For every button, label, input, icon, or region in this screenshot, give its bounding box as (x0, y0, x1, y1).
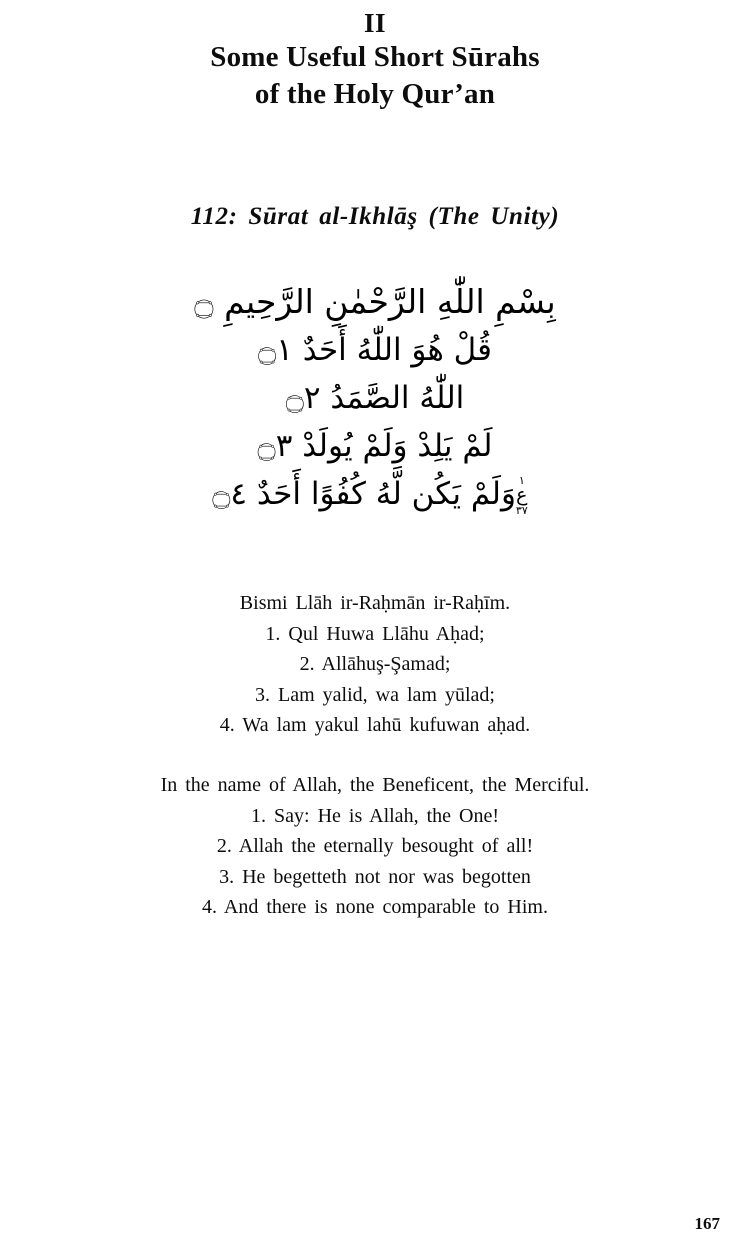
transliteration-verse-4: 4. Wa lam yakul lahū kufuwan aḥad. (219, 713, 531, 736)
translation-verse-2: 2. Allah the eternally besought of all! (216, 835, 534, 858)
translation-verse-1: 1. Say: He is Allah, the One! (251, 804, 499, 827)
arabic-verse-4: وَلَمْ يَكُن لَّهُ كُفُوًا أَحَدٌ ۝٤ (212, 476, 516, 513)
chapter-title-line-1: Some Useful Short Sūrahs (210, 41, 540, 74)
ruku-marker-icon (516, 475, 528, 516)
chapter-title-line-2: of the Holy Qur’an (254, 78, 496, 111)
translation-verse-3: 3. He begetteth not nor was begotten (219, 865, 531, 888)
transliteration-verse-3: 3. Lam yalid, wa lam yūlad; (255, 683, 495, 706)
translation-block (0, 770, 750, 922)
ruku-top-number: ١ (518, 473, 525, 487)
transliteration-block (0, 588, 750, 740)
arabic-verse-2: اللّٰهُ الصَّمَدُ ۝٢ (285, 380, 465, 417)
page-number: 167 (694, 1214, 720, 1233)
transliteration-verse-1: 1. Qul Huwa Llāhu Aḥad; (265, 622, 485, 645)
arabic-bismillah: بِسْمِ اللّٰهِ الرَّحْمٰنِ الرَّحِيمِ ۝ (194, 282, 556, 322)
ruku-bottom-number: ٣٧ (515, 504, 528, 518)
translation-bismillah: In the name of Allah, the Beneficent, the Merciful. (160, 774, 590, 797)
translation-verse-4: 4. And there is none comparable to Him. (202, 895, 548, 918)
transliteration-bismillah: Bismi Llāh ir-Raḥmān ir-Raḥīm. (239, 592, 511, 615)
arabic-text-block (0, 279, 750, 516)
ruku-ayn-glyph: ع (516, 484, 528, 507)
arabic-verse-1: قُلْ هُوَ اللّٰهُ أَحَدٌ ۝١ (258, 332, 492, 369)
arabic-verse-4-row (0, 472, 750, 516)
chapter-heading (0, 0, 750, 113)
surah-heading: 112: Sūrat al-Ikhlāş (The Unity) (190, 203, 560, 231)
arabic-verse-3: لَمْ يَلِدْ وَلَمْ يُولَدْ ۝٣ (257, 428, 493, 465)
transliteration-verse-2: 2. Allāhuş-Şamad; (299, 653, 451, 676)
chapter-number: II (363, 8, 386, 38)
